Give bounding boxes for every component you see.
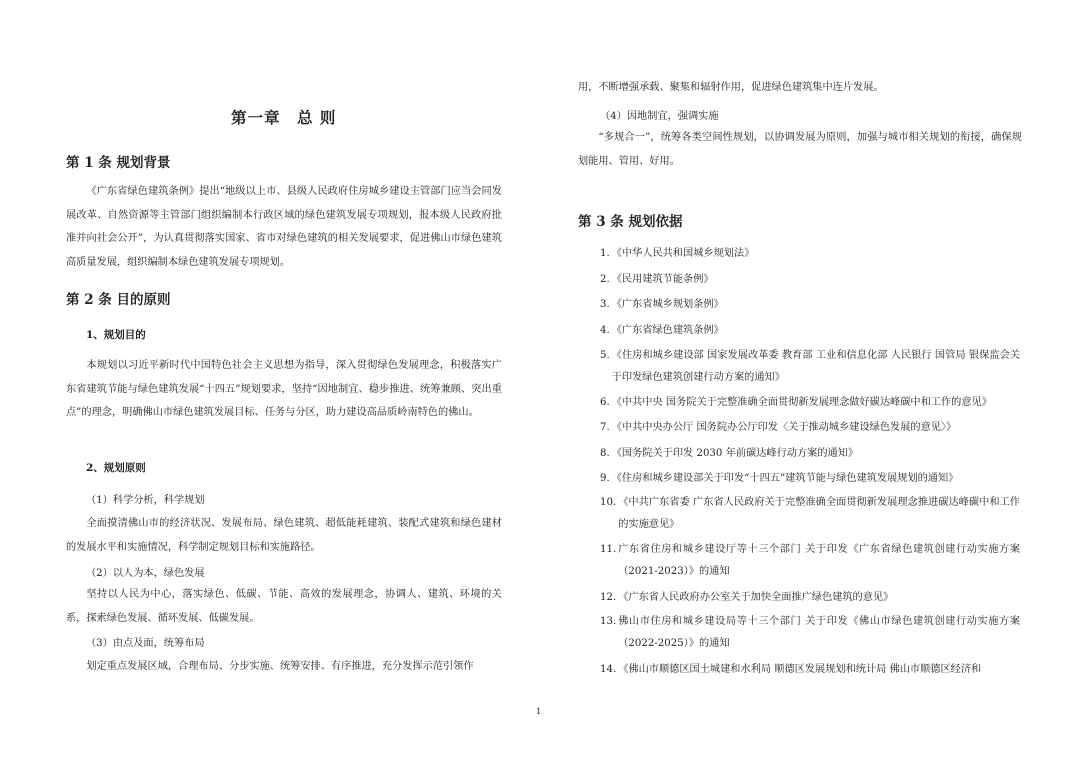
reference-item	[600, 345, 1020, 388]
reference-text: 《中华人民共和国城乡规划法》	[611, 248, 755, 259]
principle-3-label: （3）由点及面，统筹布局	[86, 638, 205, 649]
purpose-heading: 1、规划目的	[86, 329, 146, 341]
continuation-text: 用，不断增强承载、聚集和辐射作用，促进绿色建筑集中连片发展。	[578, 82, 884, 93]
reference-item	[600, 539, 1020, 582]
reference-number: 10.	[600, 497, 617, 508]
principle-2-body: 坚持以人民为中心，落实绿色、低碳、节能、高效的发展理念，协调人、建筑、环境的关系，探索绿色发展、循环发展、低碳发展。	[66, 589, 502, 624]
reference-item	[600, 611, 1020, 654]
reference-item	[600, 320, 1020, 342]
reference-item	[600, 492, 1020, 535]
chapter-title: 第一章 总 则	[231, 108, 337, 127]
reference-number: 8.	[600, 448, 610, 459]
principle-2-label: （2）以人为本，绿色发展	[86, 568, 205, 579]
principle-3-body: 划定重点发展区域，合理布局、分步实施、统筹安排、有序推进，充分发挥示范引领作	[86, 661, 474, 672]
reference-item	[600, 392, 1020, 414]
reference-number: 6.	[600, 397, 610, 408]
reference-text: 《广东省城乡规划条例》	[611, 299, 724, 310]
principle-1-label: （1）科学分析，科学规划	[86, 495, 205, 506]
principle-4-body: “多规合一”，统筹各类空间性规划，以协调发展为原则，加强与城市相关规划的衔接，确保规划能用、管用、好用。	[578, 132, 1022, 167]
reference-item	[600, 243, 1020, 265]
reference-text: 《中共中央办公厅 国务院办公厅印发〈关于推动城乡建设绿色发展的意见〉》	[611, 422, 957, 433]
principle-4-label: （4）因地制宜，强调实施	[600, 111, 719, 122]
reference-number: 9.	[600, 473, 610, 484]
reference-item	[600, 269, 1020, 291]
reference-text: 《国务院关于印发 2030 年前碳达峰行动方案的通知》	[611, 448, 859, 459]
reference-item	[600, 443, 1020, 465]
reference-text: 《广东省绿色建筑条例》	[611, 325, 724, 336]
reference-number: 11.	[600, 544, 617, 555]
reference-text: 《佛山市顺德区国土城建和水利局 顺德区发展规划和统计局 佛山市顺德区经济和	[618, 664, 982, 675]
article-2-heading: 第 2 条 目的原则	[66, 292, 171, 308]
reference-number: 12.	[600, 592, 617, 603]
reference-text: 《广东省人民政府办公室关于加快全面推广绿色建筑的意见》	[618, 592, 894, 603]
principles-heading: 2、规划原则	[86, 462, 146, 474]
article-1-heading: 第 1 条 规划背景	[66, 155, 171, 171]
reference-text: 《住房和城乡建设部关于印发“十四五”建筑节能与绿色建筑发展规划的通知》	[611, 473, 959, 484]
reference-text: 《中共广东省委 广东省人民政府关于完整准确全面贯彻新发展理念推进碳达峰碳中和工作的实施意见》	[618, 497, 1020, 530]
reference-number: 4.	[600, 325, 610, 336]
reference-number: 14.	[600, 664, 617, 675]
reference-number: 2.	[600, 274, 610, 285]
reference-number: 7.	[600, 422, 610, 433]
reference-number: 1.	[600, 248, 610, 259]
reference-item	[600, 468, 1020, 490]
article-1-body: 《广东省绿色建筑条例》提出“地级以上市、县级人民政府住房城乡建设主管部门应当会同发展改革、自然资源等主管部门组织编制本行政区域的绿色建筑发展专项规划，报本级人民政府批准并向社会公开”，为认真贯彻落实国家、省市对绿色建筑的相关发展要求，促进佛山市绿色建筑高质量发展，组织编制本绿色建筑发展专项规划。	[66, 186, 502, 268]
article-3-heading: 第 3 条 规划依据	[578, 214, 683, 230]
reference-text: 《民用建筑节能条例》	[611, 274, 714, 285]
reference-number: 5.	[600, 350, 610, 361]
reference-number: 3.	[600, 299, 610, 310]
reference-item	[600, 659, 1020, 681]
principle-1-body: 全面摸清佛山市的经济状况、发展布局、绿色建筑、超低能耗建筑、装配式建筑和绿色建材的发展水平和实施情况，科学制定规划目标和实施路径。	[66, 518, 502, 553]
reference-item	[600, 294, 1020, 316]
reference-item	[600, 587, 1020, 609]
reference-text: 《住房和城乡建设部 国家发展改革委 教育部 工业和信息化部 人民银行 国管局 银保监会关于印发绿色建筑创建行动方案的通知》	[611, 350, 1020, 383]
purpose-body: 本规划以习近平新时代中国特色社会主义思想为指导，深入贯彻绿色发展理念，积极落实广东省建筑节能与绿色建筑发展“十四五”规划要求，坚持“因地制宜、稳步推进、统筹兼顾、突出重点”的理念，明确佛山市绿色建筑发展目标、任务与分区，助力建设高品质岭南特色的佛山。	[66, 360, 502, 418]
page-number: 1	[536, 707, 542, 717]
reference-number: 13.	[600, 616, 617, 627]
reference-text: 《中共中央 国务院关于完整准确全面贯彻新发展理念做好碳达峰碳中和工作的意见》	[611, 397, 992, 408]
reference-text: 佛山市住房和城乡建设局等十三个部门 关于印发《佛山市绿色建筑创建行动实施方案（2022-2025）》的通知	[618, 616, 1020, 649]
reference-text: 广东省住房和城乡建设厅等十三个部门 关于印发《广东省绿色建筑创建行动实施方案（2021-2023）》的通知	[618, 544, 1020, 577]
reference-item	[600, 417, 1020, 439]
